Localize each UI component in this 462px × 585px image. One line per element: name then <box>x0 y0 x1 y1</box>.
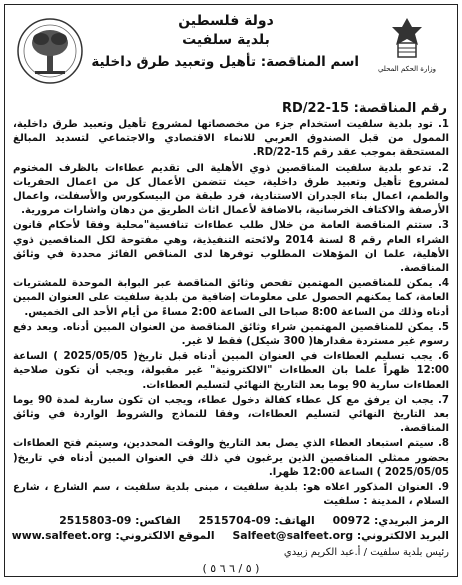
municipality-title: بلدية سلفيت <box>182 32 270 48</box>
email-link[interactable]: Salfeet@salfeet.org <box>232 529 354 543</box>
website: الموقع الالكتروني: www.salfeet.org <box>11 529 215 543</box>
item-7: 7. يجب ان يرفق مع كل عطاء كفالة دخول عطاء، ويجب ان تكون سارية لمدة 90 يوما بعد التاريخ النهائي لتسليم العطاءات، وفقا للنماذج والشروط الواردة في وثائق المناقصة. <box>13 394 449 435</box>
header <box>13 11 449 103</box>
tender-announcement <box>4 4 458 577</box>
tender-number: رقم المناقصة: 15-22/RD <box>281 101 447 116</box>
item-9: 9. العنوان المذكور اعلاه هو: بلدية سلفيت ، مبنى بلدية سلفيت ، سم الشارع ، شارع السلام ، المدينة : سلفيت <box>13 482 449 508</box>
item-3: 3. ستتم المناقصة العامة من خلال طلب عطاءات تنافسية"محلية وفقا لأحكام قانون الشراء العام رقم 8 لسنة 2014 ولائحته التنفيذية، وهي مفتوحة لكل المناقصين ذوي الأهلية، علما ان المؤهلات المطلوب توفرها لدى المناقص الفائز محددة في وثائق المناقصة. <box>13 220 450 275</box>
salfeet-municipality-logo <box>15 15 85 87</box>
announcement-body <box>13 118 449 509</box>
item-6: 6. يجب تسليم العطاءات في العنوان المبين أدناه قبل تاريخ( 2025/05/05 ) الساعة 12:00 ظهراً علما بان العطاءات "الالكترونية" غير مقبولة، ويجب أن تكون صلاحية العطاءات سارية 90 يوما بعد التاريخ النهائي لتسليم العطاءات. <box>13 351 449 391</box>
item-5: 5. يمكن للمناقصين المهتمين شراء وثائق المناقصة من العنوان المبين أدناه. ويعد دفع رسوم غير مستردة مقدارها( 300 شيكل) فقط لا غير. <box>13 321 449 348</box>
fax-number: الفاكس: 09-2515803 <box>59 514 181 528</box>
contact-row-web <box>13 528 449 543</box>
phone-number: الهاتف: 09-2515704 <box>198 514 315 528</box>
tender-name: اسم المناقصة: تأهيل وتعبيد طرق داخلية <box>91 54 359 70</box>
ad-code: ( ٥ / ٦ ٦ ٥ ) <box>202 562 260 576</box>
item-4: 4. يمكن للمناقصين المهتمين تفحص وثائق المناقصة عبر البوابة الموحدة للمشتريات العامة، كما يمكنهم الحصول على معلومات إضافية من بلدية سلفيت على العنوان المبين أدناه وذلك من الساعة 8:00 صباحا الى الساعة 2:00 مساءً من أيام الأحد الى الخميس. <box>13 278 449 318</box>
postal-code: الرمز البريدي: 00972 <box>332 514 449 528</box>
state-title: دولة فلسطين <box>178 13 274 29</box>
email: البريد الالكتروني: Salfeet@salfeet.org <box>232 529 449 543</box>
ministry-logo <box>365 15 449 87</box>
signature: رئيس بلدية سلفيت / أ.عبد الكريم زبيدي <box>283 547 449 559</box>
item-8: 8. سيتم استبعاد العطاء الذي يصل بعد التاريخ والوقت المحددين، وسيتم فتح العطاءات بحضور ممثلي المناقصين الذين يرغبون في ذلك في العنوان المبين أدناه في تاريخ( 2025/05/05 ) الساعة 12:00 ظهرا. <box>13 438 449 478</box>
ministry-logo-text: وزارة الحكم المحلي <box>377 65 437 73</box>
item-1: 1. تود بلدية سلفيت استخدام جزء من مخصصاتها لمشروع تأهيل وتعبيد طرق داخلية، الممول من قبل الصندوق العربي للانماء الاقتصادي والاجتماعي لتسديد المبالغ المستحقة بموجب عقد رقم 15-22/RD. <box>13 119 449 159</box>
contact-info <box>13 513 449 543</box>
contact-row-phones <box>13 513 449 528</box>
website-link[interactable]: www.salfeet.org <box>11 529 112 543</box>
item-2: 2. تدعو بلدية سلفيت المناقصين ذوي الأهلية الى تقديم عطاءات بالظرف المختوم لمشروع تأهيل وتعبيد طرق داخلية، حيث تتضمن الأعمال كل من اعمال الحفريات والطمم، اعمال بناء الجدران الاستنادية، فرد طبقة من البيسكورس والأسفلت، واعمال الأرصفة والاكتاف الخرسانية، بالاضافة لأعمال اثاث الطريق من دهان واشارات مرورية. <box>13 162 449 217</box>
